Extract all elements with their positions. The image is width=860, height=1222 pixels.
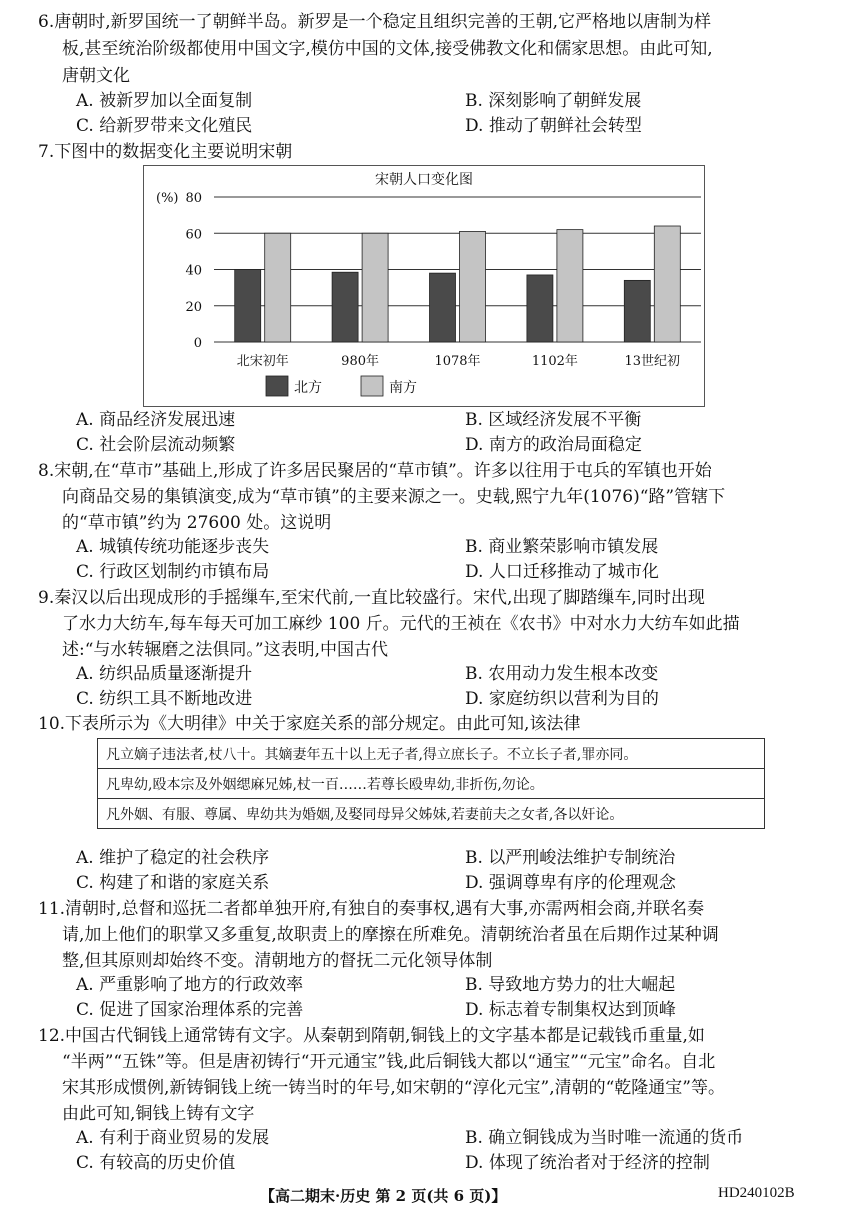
q12-stem-line-4: 由此可知,铜钱上铸有文字 — [62, 1104, 255, 1124]
q8-option-d: D. 人口迁移推动了城市化 — [465, 562, 659, 582]
q6-option-b: B. 深刻影响了朝鲜发展 — [465, 91, 642, 111]
q11-stem-line-1: 11.清朝时,总督和巡抚二者都单独开府,有独自的奏事权,遇有大事,亦需两相会商,并联名奏 — [38, 899, 705, 919]
table-cell: 凡外姻、有服、尊属、卑幼共为婚姻,及娶同母异父姊妹,若妻前夫之女者,各以奸论。 — [98, 799, 765, 829]
q9-stem-line-3: 述:“与水转辗磨之法俱同。”这表明,中国古代 — [62, 640, 389, 660]
q6-stem-line-2: 板,甚至统治阶级都使用中国文字,模仿中国的文体,接受佛教文化和儒家思想。由此可知, — [62, 39, 713, 59]
q12-option-a: A. 有利于商业贸易的发展 — [76, 1128, 270, 1148]
q6-stem-line-1: 6.唐朝时,新罗国统一了朝鲜半岛。新罗是一个稳定且组织完善的王朝,它严格地以唐制为样 — [38, 12, 712, 32]
q9-option-c: C. 纺织工具不断地改进 — [76, 689, 253, 709]
q12-option-b: B. 确立铜钱成为当时唯一流通的货币 — [465, 1128, 744, 1148]
q7-option-c: C. 社会阶层流动频繁 — [76, 435, 236, 455]
q11-stem-line-3: 整,但其原则却始终不变。清朝地方的督抚二元化领导体制 — [62, 951, 493, 971]
table-row — [98, 799, 765, 829]
population-chart-svg — [144, 166, 704, 406]
legend-swatch — [266, 376, 288, 396]
q8-stem-line-2: 向商品交易的集镇演变,成为“草市镇”的主要来源之一。史载,熙宁九年(1076)“路”管辖下 — [62, 487, 726, 507]
q12-option-c: C. 有较高的历史价值 — [76, 1153, 236, 1173]
exam-code: HD240102B — [718, 1185, 795, 1201]
q11-stem-line-2: 请,加上他们的职掌又多重复,故职责上的摩擦在所难免。清朝统治者虽在后期作过某种调 — [62, 925, 719, 945]
q11-option-b: B. 导致地方势力的壮大崛起 — [465, 975, 676, 995]
table-row — [98, 739, 765, 769]
population-chart — [143, 165, 705, 407]
q8-option-a: A. 城镇传统功能逐步丧失 — [76, 537, 270, 557]
q9-option-d: D. 家庭纺织以营利为目的 — [465, 689, 659, 709]
x-tick-label: 13世纪初 — [624, 354, 681, 369]
q9-stem-line-2: 了水力大纺车,每车每天可加工麻纱 100 斤。元代的王祯在《农书》中对水力大纺车如此描 — [62, 614, 740, 634]
bar-south — [654, 226, 680, 342]
legend-label: 南方 — [389, 380, 417, 396]
x-tick-label: 1078年 — [434, 354, 481, 369]
table-row — [98, 769, 765, 799]
q7-option-a: A. 商品经济发展迅速 — [76, 410, 236, 430]
x-tick-label: 980年 — [341, 354, 380, 369]
q10-option-a: A. 维护了稳定的社会秩序 — [76, 848, 270, 868]
x-tick-label: 1102年 — [531, 354, 578, 369]
y-tick-label: 60 — [185, 227, 202, 243]
q12-stem-line-2: “半两”“五铢”等。但是唐初铸行“开元通宝”钱,此后铜钱大都以“通宝”“元宝”命名。自北 — [62, 1052, 716, 1072]
legend-label: 北方 — [294, 380, 322, 396]
q10-option-d: D. 强调尊卑有序的伦理观念 — [465, 873, 676, 893]
q8-stem-line-3: 的“草市镇”约为 27600 处。这说明 — [62, 513, 332, 533]
legend-swatch — [361, 376, 383, 396]
bar-north — [332, 272, 358, 342]
bar-north — [527, 275, 553, 342]
law-table — [97, 738, 765, 829]
bar-south — [557, 230, 583, 342]
bar-south — [362, 233, 388, 342]
q9-stem-line-1: 9.秦汉以后出现成形的手摇缫车,至宋代前,一直比较盛行。宋代,出现了脚踏缫车,同时出现 — [38, 588, 705, 608]
q6-option-c: C. 给新罗带来文化殖民 — [76, 116, 253, 136]
y-tick-label: 80 — [185, 191, 202, 206]
q7-stem-line-1: 7.下图中的数据变化主要说明宋朝 — [38, 142, 293, 162]
table-cell: 凡卑幼,殴本宗及外姻缌麻兄姊,杖一百……若尊长殴卑幼,非折伤,勿论。 — [98, 769, 765, 799]
page-footer: 【高二期末·历史 第 2 页(共 6 页)】 — [260, 1187, 507, 1205]
q12-option-d: D. 体现了统治者对于经济的控制 — [465, 1153, 710, 1173]
y-tick-label: 0 — [193, 336, 202, 351]
q10-stem-line-1: 10.下表所示为《大明律》中关于家庭关系的部分规定。由此可知,该法律 — [38, 714, 581, 734]
q8-stem-line-1: 8.宋朝,在“草市”基础上,形成了许多居民聚居的“草市镇”。许多以往用于屯兵的军镇也开始 — [38, 461, 712, 481]
q7-option-b: B. 区域经济发展不平衡 — [465, 410, 642, 430]
q12-stem-line-3: 宋其形成惯例,新铸铜钱上统一铸当时的年号,如宋朝的“淳化元宝”,清朝的“乾隆通宝”等。 — [62, 1078, 725, 1098]
q10-option-c: C. 构建了和谐的家庭关系 — [76, 873, 270, 893]
q12-stem-line-1: 12.中国古代铜钱上通常铸有文字。从秦朝到隋朝,铜钱上的文字基本都是记载钱币重量,如 — [38, 1026, 705, 1046]
bar-south — [460, 231, 486, 342]
x-tick-label: 北宋初年 — [236, 354, 289, 369]
chart-title: 宋朝人口变化图 — [375, 172, 473, 188]
table-cell: 凡立嫡子违法者,杖八十。其嫡妻年五十以上无子者,得立庶长子。不立长子者,罪亦同。 — [98, 739, 765, 769]
chart-y-axis-label: (%) — [156, 191, 179, 206]
q11-option-a: A. 严重影响了地方的行政效率 — [76, 975, 304, 995]
bar-north — [430, 273, 456, 342]
q8-option-c: C. 行政区划制约市镇布局 — [76, 562, 270, 582]
y-tick-label: 40 — [185, 263, 202, 279]
q8-option-b: B. 商业繁荣影响市镇发展 — [465, 537, 659, 557]
q11-option-c: C. 促进了国家治理体系的完善 — [76, 1000, 304, 1020]
y-tick-label: 20 — [185, 299, 202, 315]
q9-option-b: B. 农用动力发生根本改变 — [465, 664, 659, 684]
bar-south — [265, 233, 291, 342]
q9-option-a: A. 纺织品质量逐渐提升 — [76, 664, 253, 684]
bar-north — [624, 280, 650, 342]
q6-stem-line-3: 唐朝文化 — [62, 66, 130, 86]
q7-option-d: D. 南方的政治局面稳定 — [465, 435, 642, 455]
q6-option-a: A. 被新罗加以全面复制 — [76, 91, 253, 111]
q6-option-d: D. 推动了朝鲜社会转型 — [465, 116, 642, 136]
q10-option-b: B. 以严刑峻法维护专制统治 — [465, 848, 676, 868]
bar-north — [235, 270, 261, 343]
q11-option-d: D. 标志着专制集权达到顶峰 — [465, 1000, 676, 1020]
